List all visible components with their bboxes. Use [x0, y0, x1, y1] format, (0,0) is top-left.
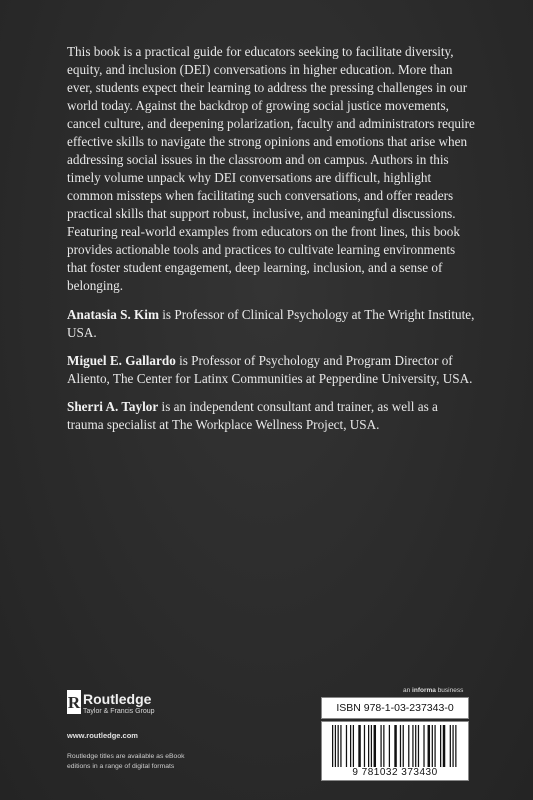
author-bio — [67, 352, 477, 388]
author-bio — [67, 306, 477, 342]
barcode-bar — [432, 725, 433, 767]
author-name: Sherri A. Taylor — [67, 399, 159, 414]
barcode-bar — [353, 725, 354, 767]
barcode-bar — [364, 725, 365, 767]
publisher-name: Routledge — [83, 691, 152, 707]
author-description: is Professor of Psychology and Program Director of Aliento, The Center for Latinx Communities at Pepperdine University, USA. — [67, 353, 473, 386]
barcode-bar — [408, 725, 409, 767]
barcode-bar — [394, 725, 396, 767]
barcode-bar — [434, 725, 435, 767]
author-name: Miguel E. Gallardo — [67, 353, 176, 368]
routledge-r-icon — [67, 690, 81, 714]
author-name: Anatasia S. Kim — [67, 307, 159, 322]
barcode-bar — [455, 725, 456, 767]
barcode-bar — [443, 725, 445, 767]
barcode-bar — [335, 725, 336, 767]
informa-brand: informa — [412, 687, 436, 694]
barcode-bars — [332, 725, 458, 767]
barcode-bar — [400, 725, 401, 767]
publisher-url: www.routledge.com — [67, 731, 138, 740]
barcode-bar — [368, 725, 369, 767]
barcode-bar — [423, 725, 424, 767]
barcode-bar — [374, 725, 376, 767]
barcode-digits: 9 781032 373430 — [352, 767, 438, 778]
author-bio — [67, 398, 477, 434]
barcode-bar — [340, 725, 341, 767]
author-description: is an independent consultant and trainer, as well as a trauma specialist at The Workplace Wellness Project, USA. — [67, 399, 438, 432]
barcode-bar — [389, 725, 390, 767]
book-description: This book is a practical guide for educators seeking to facilitate diversity, equity, and inclusion (DEI) conversations in higher education. More than ever, students expect their learning to address the pressing challenges in our world today. Against the backdrop of growing social justice movements, cancel culture, and deepening polarization, faculty and administrators require effective skills to navigate the strong opinions and emotions that arise when addressing social issues in the classroom and on campus. Authors in this timely volume unpack why DEI conversations are difficult, highlight common missteps when facilitating such conversations, and offer readers practical skills that support robust, inclusive, and meaningful discussions. Featuring real-world examples from educators on the front lines, this book provides actionable tools and practices to cultivate learning environments that foster student engagement, deep learning, inclusion, and a sense of belonging. — [67, 44, 475, 293]
barcode-bar — [338, 725, 339, 767]
barcode-bar — [450, 725, 451, 767]
informa-tagline: an informa business — [403, 687, 464, 694]
barcode-bar — [418, 725, 419, 767]
barcode-bar — [403, 725, 404, 767]
author-bios — [67, 306, 477, 444]
barcode — [321, 721, 469, 781]
barcode-bar — [412, 725, 413, 767]
barcode-bar — [440, 725, 441, 767]
barcode-bar — [358, 725, 360, 767]
barcode-bar — [383, 725, 384, 767]
logo-letter: R — [67, 693, 81, 712]
barcode-bar — [452, 725, 453, 767]
ebook-note: Routledge titles are available as eBook editions in a range of digital formats — [67, 753, 185, 770]
barcode-bar — [371, 725, 372, 767]
barcode-bar — [346, 725, 347, 767]
publisher-group: Taylor & Francis Group — [83, 708, 155, 715]
barcode-bar — [350, 725, 351, 767]
barcode-bar — [428, 725, 430, 767]
author-description: is Professor of Clinical Psychology at The Wright Institute, USA. — [67, 307, 475, 340]
barcode-bar — [415, 725, 416, 767]
barcode-bar — [332, 725, 333, 767]
isbn-label: ISBN 978-1-03-237343-0 — [321, 697, 469, 719]
barcode-bar — [380, 725, 381, 767]
